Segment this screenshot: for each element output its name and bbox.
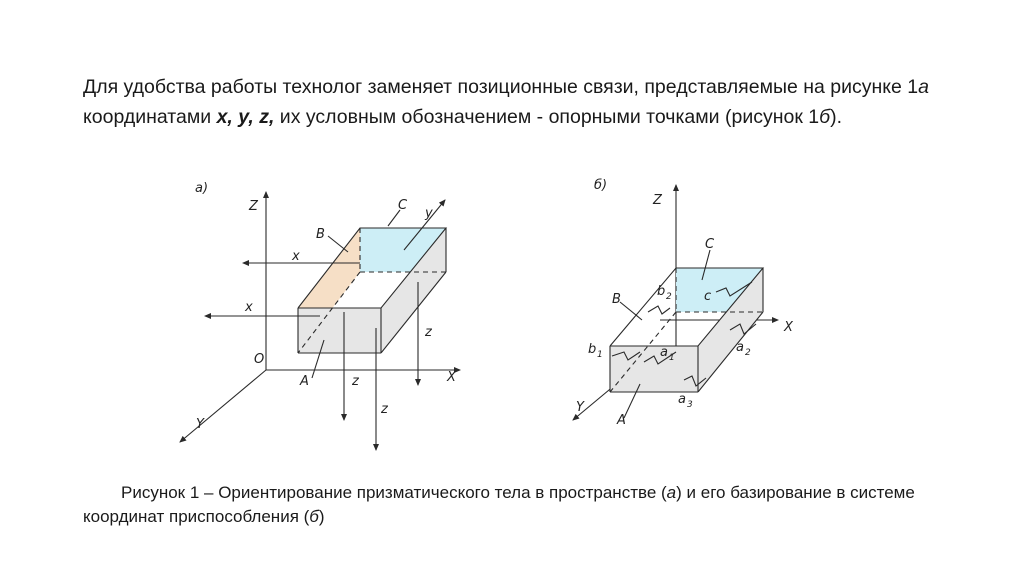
diagram-b-label-z: Z <box>653 193 662 208</box>
intro-text-1: Для удобства работы технолог заменяет позиционные связи, представляемые на рисунке 1 <box>83 76 919 98</box>
figure-caption <box>83 481 963 529</box>
diagram-a-label-y-link: y <box>425 206 433 221</box>
diagram-b-sub-a3: 3 <box>687 400 693 410</box>
diagram-b-label-c: C <box>705 237 715 252</box>
diagram-b-label-pt-a1: a <box>660 345 668 360</box>
caption-text-2: ) и его базирование в системе координат приспособления ( <box>83 483 915 526</box>
diagram-a-label-c: C <box>398 198 408 213</box>
diagram-b-sub-b2: 2 <box>666 292 672 302</box>
caption-fig-a: а <box>666 483 677 502</box>
diagram-a-label-b: B <box>316 227 325 242</box>
diagram-a-label-origin: O <box>254 352 265 367</box>
diagram-b-label-y: Y <box>576 400 584 415</box>
diagram-b-label-pt-c: c <box>704 289 712 304</box>
diagram-b-point-b2 <box>648 306 670 314</box>
diagram-a-axis-y <box>180 370 266 442</box>
diagram-a-label-x-upper: x <box>292 249 300 264</box>
diagram-a-label-z-2: z <box>381 402 388 417</box>
diagram-b-label-pt-b2: b <box>657 284 666 299</box>
diagram-a-label-x-lower: x <box>245 300 253 315</box>
diagram-b-label-x: X <box>784 320 793 335</box>
diagram-b-panel-label: б) <box>594 178 608 193</box>
intro-text-2: координатами <box>83 106 217 128</box>
diagram-b-sub-a2: 2 <box>745 348 751 358</box>
caption-text-3: ) <box>318 507 325 526</box>
intro-text-3: их условным обозначением - опорными точками (рисунок 1 <box>274 106 820 128</box>
diagram-a-label-x: X <box>447 370 456 385</box>
caption-text-1: Рисунок 1 – Ориентирование призматического тела в пространстве ( <box>121 483 667 502</box>
diagram-b-sub-b1: 1 <box>597 350 603 360</box>
diagram-a-label-z-3: z <box>425 325 432 340</box>
intro-coords: x, y, z, <box>216 106 275 128</box>
diagram-b-sub-a1: 1 <box>669 353 675 363</box>
diagram-b-label-pt-a3: a <box>678 392 686 407</box>
diagram-b-label-pt-a2: a <box>736 340 744 355</box>
diagram-a-panel-label: а) <box>195 181 209 196</box>
diagram-a-label-y: Y <box>196 417 204 432</box>
intro-fig-b: б <box>819 106 831 128</box>
intro-text-4: ). <box>830 106 843 128</box>
diagram-b <box>573 185 778 420</box>
diagram-b-label-pt-b1: b <box>588 342 597 357</box>
diagram-b-label-b: B <box>612 292 621 307</box>
intro-fig-a: а <box>918 76 930 98</box>
diagram-a-label-z-1: z <box>352 374 359 389</box>
caption-fig-b: б <box>309 507 319 526</box>
diagram-a-label-a: A <box>300 374 309 389</box>
diagram-a-label-z: Z <box>249 199 258 214</box>
diagram-b-label-a: A <box>617 413 626 428</box>
